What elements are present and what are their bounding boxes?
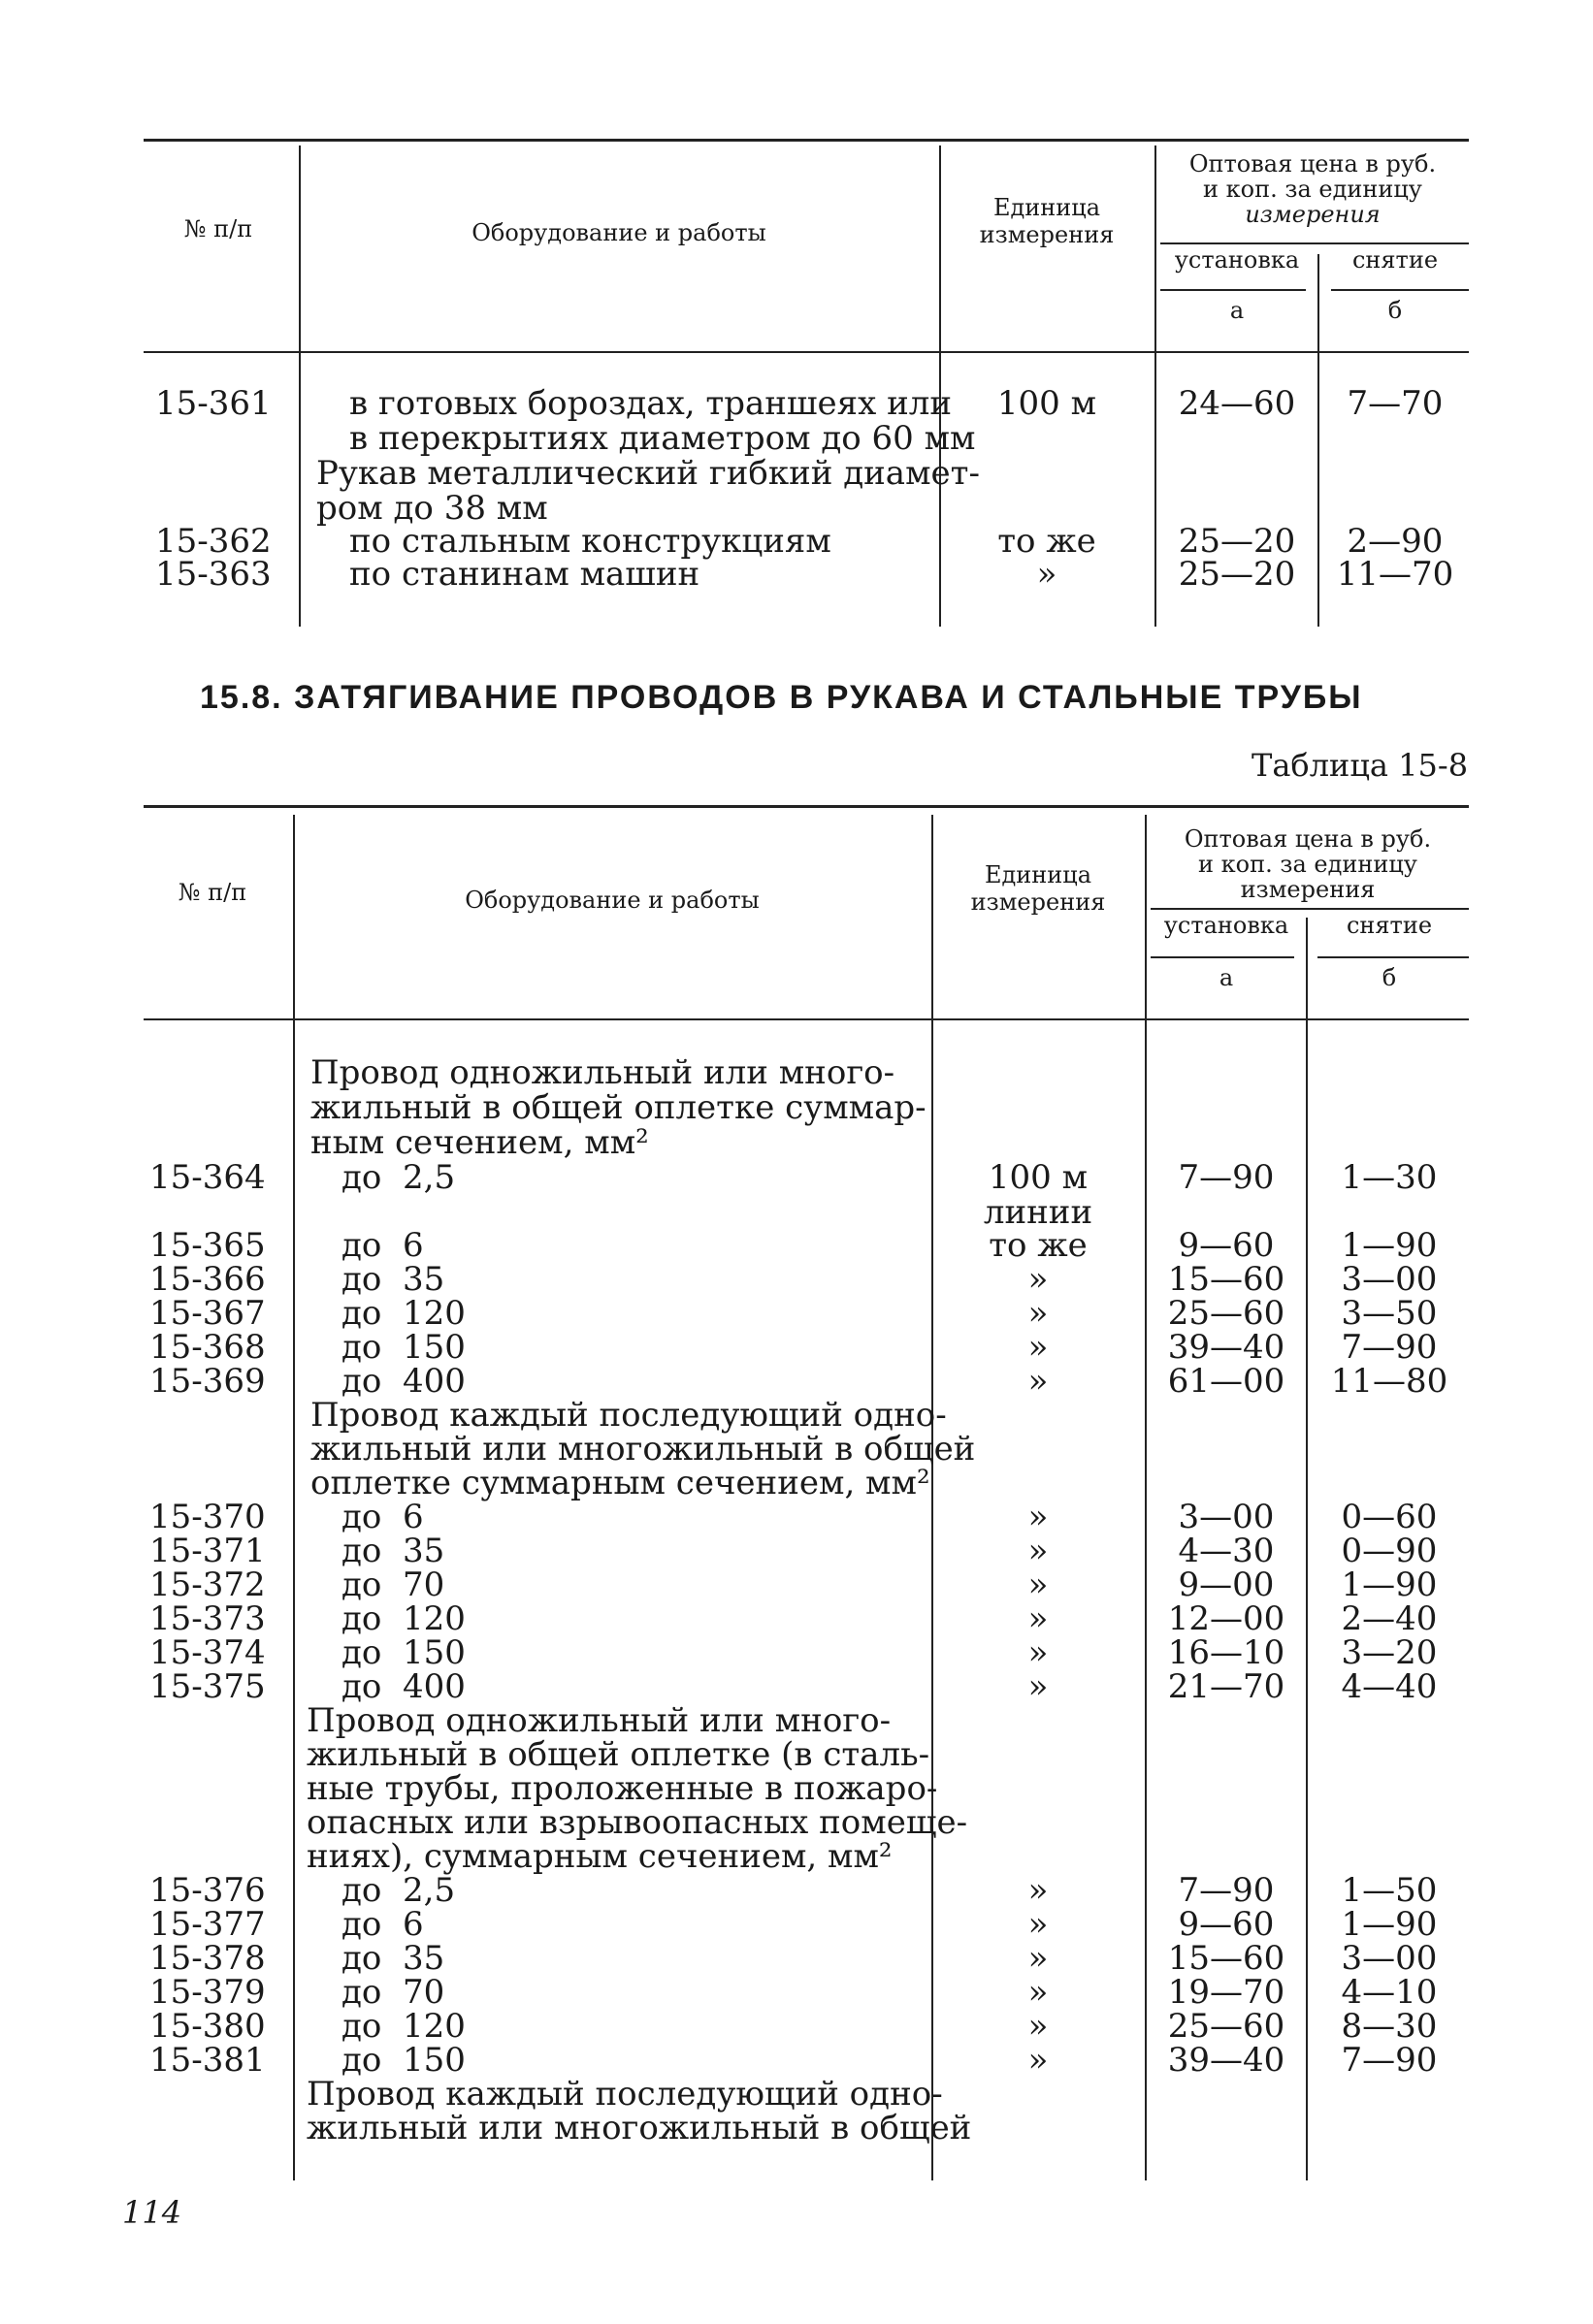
row-number: 15-367: [149, 1294, 266, 1333]
table2-header-price-line: и коп. за единицу: [1198, 851, 1417, 878]
price-remove: 1—50: [1341, 1871, 1438, 1910]
group-heading: Провод одножильный или много-: [307, 1701, 892, 1740]
group-heading: опасных или взрывоопасных помеще-: [307, 1803, 968, 1842]
unit-cell: то же: [989, 1226, 1088, 1265]
group-heading: Провод одножильный или много-: [310, 1053, 895, 1092]
group-heading: жильный или многожильный в общей: [310, 1430, 976, 1469]
price-install: 19—70: [1167, 1973, 1285, 2012]
section-size: до 70: [341, 1565, 445, 1604]
price-remove: 8—30: [1341, 2007, 1438, 2046]
unit-cell: то же: [997, 522, 1096, 561]
section-size: до 6: [341, 1498, 424, 1536]
table1-header-work: Оборудование и работы: [471, 219, 766, 246]
section-size: до 150: [341, 1633, 466, 1672]
price-remove: 7—90: [1341, 2041, 1438, 2080]
row-number: 15-379: [149, 1973, 266, 2012]
price-install: 39—40: [1167, 1328, 1285, 1367]
table2-header-unit-line: Единица: [984, 861, 1092, 888]
table2-col-divider: [1306, 918, 1308, 2180]
table1-header-unit-line: измерения: [979, 221, 1115, 248]
table1-header-b: б: [1387, 297, 1403, 324]
price-remove: 3—00: [1341, 1260, 1438, 1299]
row-number: 15-362: [155, 522, 272, 561]
price-remove: 11—70: [1336, 555, 1454, 594]
unit-cell: »: [1027, 1260, 1049, 1299]
table1-price-subrule: [1160, 242, 1469, 244]
row-number: 15-361: [155, 384, 272, 423]
group-heading: ные трубы, проложенные в пожаро-: [307, 1769, 938, 1808]
unit-cell: »: [1027, 1871, 1049, 1910]
table2-header-work: Оборудование и работы: [465, 887, 760, 914]
row-number: 15-366: [149, 1260, 266, 1299]
price-install: 21—70: [1167, 1667, 1285, 1706]
table-name: Таблица 15-8: [1252, 747, 1469, 784]
section-size: до 2,5: [341, 1158, 456, 1197]
table1-header-price: [1156, 151, 1469, 227]
price-install: 25—20: [1178, 555, 1296, 594]
price-remove: 1—30: [1341, 1158, 1438, 1197]
row-number: 15-369: [149, 1362, 266, 1401]
row-number: 15-380: [149, 2007, 266, 2046]
table1-header-price-line: и коп. за единицу: [1203, 176, 1422, 203]
section-size: до 400: [341, 1362, 466, 1401]
table1-price-subrule: [1160, 289, 1306, 291]
work-description: ром до 38 мм: [316, 489, 548, 528]
section-size: до 35: [341, 1939, 445, 1978]
table2-header-b: б: [1382, 964, 1397, 991]
work-description: по стальным конструкциям: [349, 522, 831, 561]
row-number: 15-368: [149, 1328, 266, 1367]
unit-cell: 100 м: [996, 384, 1097, 423]
unit-cell: »: [1027, 1565, 1049, 1604]
unit-cell: [933, 1160, 1143, 1230]
section-size: до 400: [341, 1667, 466, 1706]
unit-cell: »: [1027, 1939, 1049, 1978]
table2-header-a: а: [1219, 964, 1234, 991]
section-size: до 35: [341, 1532, 445, 1570]
section-size: до 150: [341, 2041, 466, 2080]
price-install: 15—60: [1167, 1939, 1285, 1978]
section-size: до 70: [341, 1973, 445, 2012]
price-install: 3—00: [1178, 1498, 1275, 1536]
row-number: 15-364: [149, 1158, 266, 1197]
price-remove: 3—00: [1341, 1939, 1438, 1978]
work-description: в готовых бороздах, траншеях или: [349, 384, 952, 423]
unit-cell: »: [1027, 1633, 1049, 1672]
unit-cell: »: [1027, 1667, 1049, 1706]
row-number: 15-376: [149, 1871, 266, 1910]
table1-header-unit: [941, 194, 1153, 248]
group-heading: оплетке суммарным сечением, мм²: [310, 1464, 930, 1502]
price-install: 7—90: [1178, 1158, 1275, 1197]
table1-price-subrule: [1331, 289, 1469, 291]
table1-header-unit-line: Единица: [992, 194, 1101, 221]
price-remove: 1—90: [1341, 1226, 1438, 1265]
price-install: 12—00: [1167, 1599, 1285, 1638]
unit-cell: »: [1027, 2007, 1049, 2046]
table2-header-unit-line: измерения: [970, 888, 1106, 916]
row-number: 15-373: [149, 1599, 266, 1638]
section-size: до 35: [341, 1260, 445, 1299]
unit-cell: »: [1027, 1532, 1049, 1570]
unit-cell: »: [1027, 1328, 1049, 1367]
table1-col-divider: [1317, 254, 1319, 627]
price-install: 25—60: [1167, 2007, 1285, 2046]
section-size: до 150: [341, 1328, 466, 1367]
group-heading: Провод каждый последующий одно-: [307, 2075, 943, 2114]
price-remove: 4—40: [1341, 1667, 1438, 1706]
price-install: 16—10: [1167, 1633, 1285, 1672]
table1-header-remove: снятие: [1351, 246, 1439, 274]
price-remove: 1—90: [1341, 1565, 1438, 1604]
section-size: до 6: [341, 1226, 424, 1265]
table1-header-price-line: Оптовая цена в руб.: [1188, 150, 1437, 178]
section-size: до 6: [341, 1905, 424, 1944]
table2-top-rule: [144, 805, 1469, 808]
price-remove: 3—50: [1341, 1294, 1438, 1333]
table2-header-rule: [144, 1018, 1469, 1020]
price-remove: 11—80: [1330, 1362, 1448, 1401]
price-remove: 1—90: [1341, 1905, 1438, 1944]
row-number: 15-365: [149, 1226, 266, 1265]
table2-header-remove: снятие: [1346, 912, 1433, 939]
price-install: 9—00: [1178, 1565, 1275, 1604]
table2-price-subrule: [1317, 956, 1469, 958]
table2-header-price-line: измерения: [1240, 876, 1376, 903]
table1-top-rule: [144, 139, 1469, 142]
price-remove: 0—90: [1341, 1532, 1438, 1570]
group-heading: ным сечением, мм²: [310, 1123, 649, 1162]
table2-header-no: № п/п: [178, 879, 247, 906]
row-number: 15-372: [149, 1565, 266, 1604]
table2-col-divider: [293, 815, 295, 2180]
row-number: 15-374: [149, 1633, 266, 1672]
group-heading: жильный или многожильный в общей: [307, 2109, 972, 2147]
section-size: до 2,5: [341, 1871, 456, 1910]
unit-cell: »: [1027, 1498, 1049, 1536]
table1-col-divider: [299, 145, 301, 627]
unit-cell: »: [1027, 2041, 1049, 2080]
table2-header-price-line: Оптовая цена в руб.: [1184, 825, 1432, 853]
unit-line: 100 м: [988, 1158, 1089, 1197]
price-remove: 2—90: [1347, 522, 1444, 561]
unit-line: линии: [983, 1193, 1093, 1232]
price-install: 39—40: [1167, 2041, 1285, 2080]
table1-header-install: установка: [1174, 246, 1300, 274]
price-install: 24—60: [1178, 384, 1296, 423]
row-number: 15-371: [149, 1532, 266, 1570]
table2-header-unit: [933, 861, 1143, 916]
price-install: 4—30: [1178, 1532, 1275, 1570]
work-description: по станинам машин: [349, 555, 700, 594]
row-number: 15-381: [149, 2041, 266, 2080]
unit-cell: »: [1027, 1905, 1049, 1944]
row-number: 15-375: [149, 1667, 266, 1706]
group-heading: жильный в общей оплетке (в сталь-: [307, 1735, 930, 1774]
price-remove: 4—10: [1341, 1973, 1438, 2012]
row-number: 15-363: [155, 555, 272, 594]
section-size: до 120: [341, 2007, 466, 2046]
price-install: 15—60: [1167, 1260, 1285, 1299]
unit-cell: »: [1027, 1294, 1049, 1333]
group-heading: ниях), суммарным сечением, мм²: [307, 1837, 893, 1876]
group-heading: жильный в общей оплетке суммар-: [310, 1088, 927, 1127]
section-title: 15.8. ЗАТЯГИВАНИЕ ПРОВОДОВ В РУКАВА И СТАЛЬНЫЕ ТРУБЫ: [200, 679, 1363, 716]
work-description: Рукав металлический гибкий диамет-: [316, 454, 980, 493]
table2-price-subrule: [1151, 908, 1469, 910]
price-install: 61—00: [1167, 1362, 1285, 1401]
price-remove: 0—60: [1341, 1498, 1438, 1536]
price-install: 9—60: [1178, 1226, 1275, 1265]
unit-cell: »: [1036, 555, 1057, 594]
table1-header-rule: [144, 351, 1469, 353]
price-remove: 3—20: [1341, 1633, 1438, 1672]
price-install: 7—90: [1178, 1871, 1275, 1910]
work-description: в перекрытиях диаметром до 60 мм: [349, 419, 976, 458]
table2-header-price: [1147, 826, 1469, 902]
price-remove: 7—70: [1347, 384, 1444, 423]
row-number: 15-370: [149, 1498, 266, 1536]
page-number: 114: [122, 2194, 182, 2231]
price-install: 9—60: [1178, 1905, 1275, 1944]
unit-cell: »: [1027, 1362, 1049, 1401]
price-install: 25—20: [1178, 522, 1296, 561]
unit-cell: »: [1027, 1973, 1049, 2012]
table1-header-no: № п/п: [183, 215, 253, 242]
row-number: 15-377: [149, 1905, 266, 1944]
table2-header-install: установка: [1163, 912, 1289, 939]
section-size: до 120: [341, 1294, 466, 1333]
table1-header-a: а: [1229, 297, 1245, 324]
row-number: 15-378: [149, 1939, 266, 1978]
section-size: до 120: [341, 1599, 466, 1638]
price-remove: 7—90: [1341, 1328, 1438, 1367]
unit-cell: »: [1027, 1599, 1049, 1638]
price-remove: 2—40: [1341, 1599, 1438, 1638]
price-install: 25—60: [1167, 1294, 1285, 1333]
table2-price-subrule: [1151, 956, 1294, 958]
group-heading: Провод каждый последующий одно-: [310, 1396, 947, 1435]
table1-header-price-line: измерения: [1245, 201, 1381, 228]
